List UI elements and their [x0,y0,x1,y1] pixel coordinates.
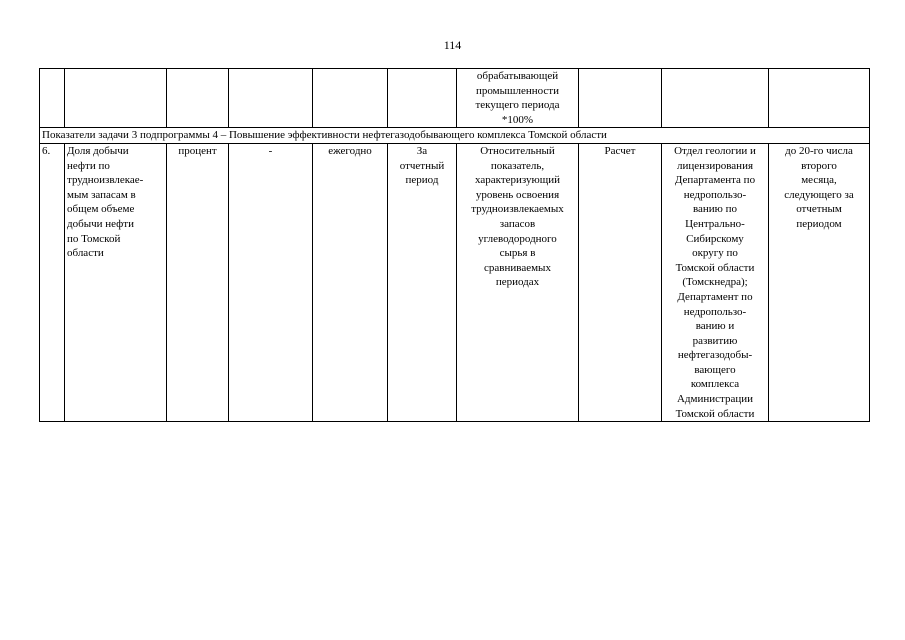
cell-empty [662,69,769,128]
page-number: 114 [443,38,462,52]
deadline-line: месяца, [801,174,837,187]
formula-line: *100% [501,113,534,126]
definition-line: показатель, [490,159,545,172]
cell-frequency: ежегодно [313,143,388,421]
deadline-line: до 20-го числа [785,144,853,157]
cell-unit: процент [167,143,229,421]
formula-line: текущего периода [475,99,560,112]
name-line: трудноизвлекае- [67,174,144,187]
indicators-table [39,68,870,422]
cell-method: Расчет [579,143,662,421]
responsible-line: округу по [692,247,738,260]
responsible-line: комплекса [690,378,740,391]
responsible-line: Администрации [676,393,754,406]
definition-line: сырья в [499,247,536,260]
period-line: За [416,144,428,157]
definition-line: запасов [499,217,536,230]
definition-line: характеризующий [475,174,560,187]
cell-responsible [662,143,769,421]
cell-empty [167,69,229,128]
responsible-line: ванию по [692,203,738,216]
deadline-line: второго [801,159,837,172]
responsible-line: Томской области [675,261,755,274]
cell-number: 6. [40,143,65,421]
name-line: мым запасам в [67,188,136,201]
responsible-line: недропользо- [683,188,747,201]
deadline-line: следующего за [784,188,854,201]
formula-line: промышленности [476,84,559,97]
cell-definition [457,143,579,421]
formula-line: обрабатывающей [476,70,559,82]
name-line: Доля добычи [67,144,129,157]
definition-line: уровень освоения [475,188,560,201]
deadline-line: отчетным [796,203,842,216]
responsible-line: Сибирскому [686,232,744,245]
cell-formula-continuation [457,69,579,128]
responsible-line: Центрально- [685,217,745,230]
responsible-line: Отдел геологии и [674,144,756,157]
cell-empty [65,69,167,128]
responsible-line: недропользо- [683,305,747,318]
cell-empty [579,69,662,128]
responsible-line: развитию [692,334,738,347]
cell-empty [769,69,870,128]
cell-empty [40,69,65,128]
section-heading: Показатели задачи 3 подпрограммы 4 – Повышение эффективности нефтегазодобывающего комплекса Томской области [40,128,870,144]
cell-empty [388,69,457,128]
name-line: нефти по [67,159,110,172]
definition-line: Относительный [480,144,555,157]
period-line: отчетный [399,159,445,172]
responsible-line: Томской области [675,407,755,420]
name-line: общем объеме [67,203,135,216]
responsible-line: вающего [694,363,736,376]
cell-empty [313,69,388,128]
definition-line: углеводородного [478,232,557,245]
table-row-continuation [40,69,870,128]
cell-indicator-name [65,143,167,421]
deadline-line: периодом [796,217,842,230]
name-line: по Томской [67,232,121,245]
responsible-line: Департамент по [677,290,753,303]
definition-line: периодах [495,276,540,289]
cell-empty [229,69,313,128]
definition-line: трудноизвлекаемых [471,203,564,216]
period-line: период [405,174,439,187]
cell-period [388,143,457,421]
responsible-line: ванию и [695,320,735,333]
name-line: добычи нефти [67,217,134,230]
responsible-line: лицензирования [676,159,754,172]
name-line: области [67,247,104,260]
responsible-line: (Томскнедра); [682,276,748,289]
table-row-indicator-6 [40,143,870,421]
responsible-line: нефтегазодобы- [677,349,753,362]
responsible-line: Департамента по [674,174,756,187]
cell-deadline [769,143,870,421]
table-row-section [40,128,870,144]
definition-line: сравниваемых [484,261,551,274]
cell-direction: - [229,143,313,421]
